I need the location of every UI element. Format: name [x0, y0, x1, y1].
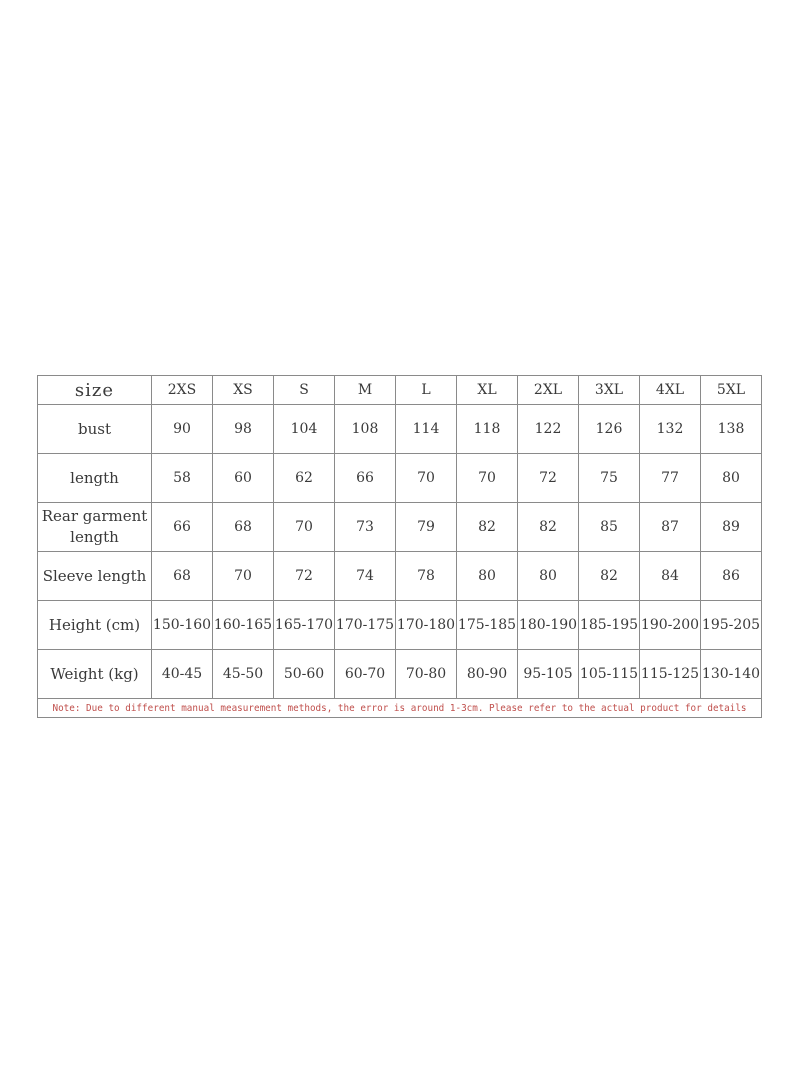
- header-size-2xs: 2XS: [152, 376, 213, 405]
- table-cell: 72: [518, 454, 579, 503]
- table-cell: 108: [335, 405, 396, 454]
- table-cell: 126: [579, 405, 640, 454]
- table-row: [38, 405, 762, 454]
- table-cell: 70: [457, 454, 518, 503]
- table-cell: 115-125: [640, 650, 701, 699]
- table-cell: 89: [701, 503, 762, 552]
- header-size-2xl: 2XL: [518, 376, 579, 405]
- table-row: [38, 601, 762, 650]
- table-cell: 190-200: [640, 601, 701, 650]
- table-cell: 80-90: [457, 650, 518, 699]
- measurement-note: Note: Due to different manual measurement methods, the error is around 1-3cm. Please refer to the actual product for details: [38, 699, 762, 718]
- header-size-xl: XL: [457, 376, 518, 405]
- header-size-xs: XS: [213, 376, 274, 405]
- table-cell: 195-205: [701, 601, 762, 650]
- table-row: [38, 503, 762, 552]
- table-cell: 170-175: [335, 601, 396, 650]
- table-cell: 150-160: [152, 601, 213, 650]
- table-cell: 60: [213, 454, 274, 503]
- table-cell: 70: [274, 503, 335, 552]
- row-label: length: [38, 454, 152, 503]
- table-row: [38, 650, 762, 699]
- table-cell: 79: [396, 503, 457, 552]
- row-label: Sleeve length: [38, 552, 152, 601]
- header-size-m: M: [335, 376, 396, 405]
- table-cell: 66: [335, 454, 396, 503]
- table-cell: 80: [701, 454, 762, 503]
- table-cell: 70: [213, 552, 274, 601]
- table-cell: 122: [518, 405, 579, 454]
- table-cell: 104: [274, 405, 335, 454]
- table-cell: 160-165: [213, 601, 274, 650]
- table-cell: 70: [396, 454, 457, 503]
- table-cell: 85: [579, 503, 640, 552]
- table-cell: 58: [152, 454, 213, 503]
- table-cell: 72: [274, 552, 335, 601]
- header-size-l: L: [396, 376, 457, 405]
- table-cell: 78: [396, 552, 457, 601]
- table-cell: 132: [640, 405, 701, 454]
- note-row: [38, 699, 762, 718]
- table-cell: 80: [518, 552, 579, 601]
- table-cell: 90: [152, 405, 213, 454]
- table-cell: 82: [457, 503, 518, 552]
- table-cell: 98: [213, 405, 274, 454]
- table-row: [38, 454, 762, 503]
- table-cell: 40-45: [152, 650, 213, 699]
- table-cell: 80: [457, 552, 518, 601]
- table-cell: 60-70: [335, 650, 396, 699]
- row-label: Rear garment length: [38, 503, 152, 552]
- table-cell: 130-140: [701, 650, 762, 699]
- table-cell: 50-60: [274, 650, 335, 699]
- table-cell: 170-180: [396, 601, 457, 650]
- table-cell: 180-190: [518, 601, 579, 650]
- table-cell: 68: [152, 552, 213, 601]
- table-cell: 73: [335, 503, 396, 552]
- header-size-s: S: [274, 376, 335, 405]
- table-cell: 114: [396, 405, 457, 454]
- table-cell: 66: [152, 503, 213, 552]
- row-label: bust: [38, 405, 152, 454]
- table-cell: 165-170: [274, 601, 335, 650]
- table-cell: 82: [579, 552, 640, 601]
- table-cell: 86: [701, 552, 762, 601]
- table-cell: 45-50: [213, 650, 274, 699]
- table-cell: 77: [640, 454, 701, 503]
- table-row: [38, 552, 762, 601]
- header-row: [38, 376, 762, 405]
- table-cell: 82: [518, 503, 579, 552]
- table-cell: 75: [579, 454, 640, 503]
- table-cell: 70-80: [396, 650, 457, 699]
- table-cell: 175-185: [457, 601, 518, 650]
- header-size-3xl: 3XL: [579, 376, 640, 405]
- row-label: Weight (kg): [38, 650, 152, 699]
- table-cell: 105-115: [579, 650, 640, 699]
- header-size-5xl: 5XL: [701, 376, 762, 405]
- table-cell: 84: [640, 552, 701, 601]
- table-cell: 118: [457, 405, 518, 454]
- table-cell: 62: [274, 454, 335, 503]
- table-cell: 95-105: [518, 650, 579, 699]
- size-table: [37, 375, 762, 718]
- header-size-label: size: [38, 376, 152, 405]
- size-chart: [37, 375, 762, 718]
- header-size-4xl: 4XL: [640, 376, 701, 405]
- table-cell: 138: [701, 405, 762, 454]
- table-cell: 74: [335, 552, 396, 601]
- row-label: Height (cm): [38, 601, 152, 650]
- table-cell: 87: [640, 503, 701, 552]
- table-cell: 68: [213, 503, 274, 552]
- table-cell: 185-195: [579, 601, 640, 650]
